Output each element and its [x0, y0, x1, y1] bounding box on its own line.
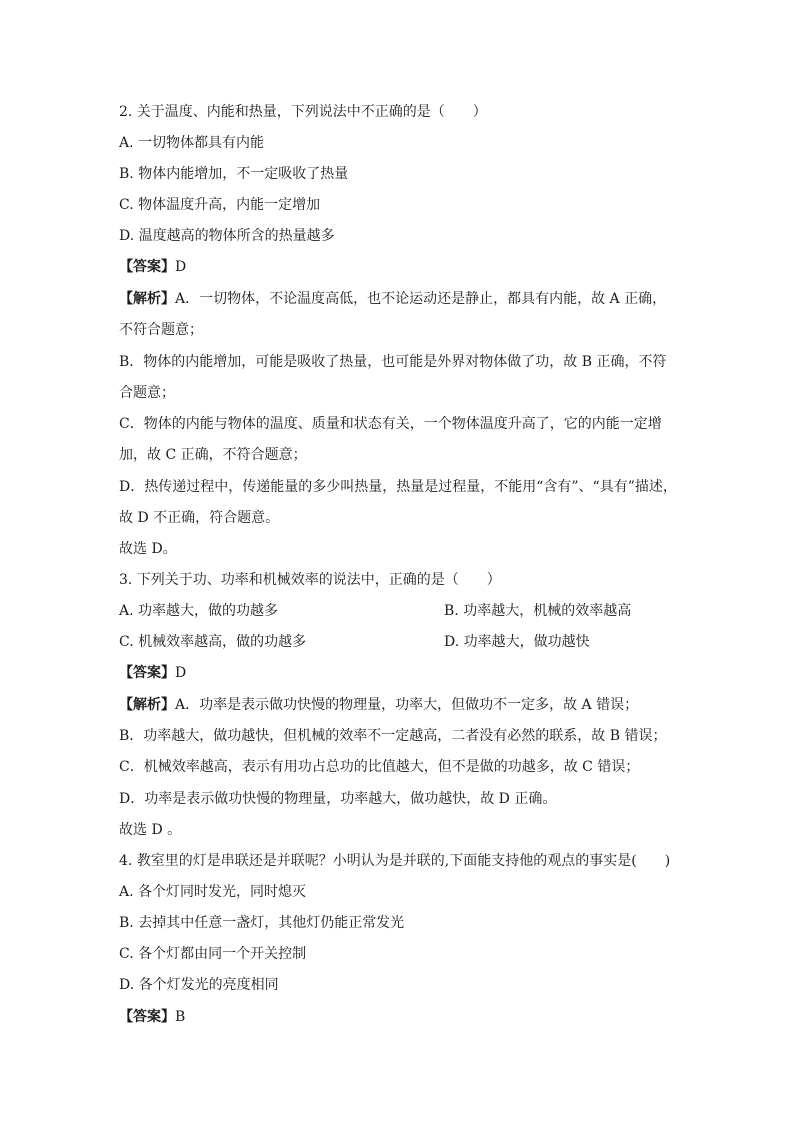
- question-4-stem: 4. 教室里的灯是串联还是并联呢？小明认为是并联的,下面能支持他的观点的事实是( ): [119, 853, 671, 869]
- analysis-tag: 【解析】: [119, 697, 175, 713]
- question-2-analysis-line: 合题意；: [119, 385, 175, 401]
- question-2-analysis-line: [119, 290, 666, 308]
- question-4-option-b: B. 去掉其中任意一盏灯，其他灯仍能正常发光: [119, 915, 405, 931]
- question-4-option-d: D. 各个灯发光的亮度相同: [119, 977, 279, 993]
- question-3-option-b: B. 功率越大，机械的效率越高: [444, 603, 632, 619]
- question-3-stem: 3. 下列关于功、功率和机械效率的说法中，正确的是（ ）: [119, 572, 501, 588]
- answer-tag: 【答案】: [119, 665, 175, 681]
- question-3-answer: [119, 664, 186, 682]
- question-2-analysis-line: 故 D 不正确，符合题意。: [119, 510, 280, 526]
- question-2-option-d: D. 温度越高的物体所含的热量越多: [119, 228, 335, 244]
- question-3-option-a: A. 功率越大，做的功越多: [119, 603, 279, 619]
- question-2-analysis-line: 加，故 C 正确，不符合题意；: [119, 447, 307, 463]
- question-3-option-c: C. 机械效率越高，做的功越多: [119, 634, 307, 650]
- question-3-option-d: D. 功率越大，做功越快: [444, 634, 590, 650]
- question-2-analysis-line: B．物体的内能增加，可能是吸收了热量，也可能是外界对物体做了功，故 B 正确，不符: [119, 354, 667, 370]
- answer-tag: 【答案】: [119, 259, 175, 275]
- question-3-conclusion: 故选 D 。: [119, 822, 182, 838]
- analysis-text: A．功率是表示做功快慢的物理量，功率大，但做功不一定多，故 A 错误；: [175, 697, 639, 713]
- answer-tag: 【答案】: [119, 1009, 175, 1025]
- question-4-answer: [119, 1008, 185, 1026]
- question-3-analysis-line: B．功率越大，做功越快，但机械的效率不一定越高，二者没有必然的联系，故 B 错误；: [119, 728, 667, 744]
- question-2-analysis-line: D．热传递过程中，传递能量的多少叫热量，热量是过程量，不能用“含有”、“具有”描述，: [119, 479, 677, 495]
- question-2-analysis-line: 不符合题意；: [119, 322, 203, 338]
- question-2-option-c: C. 物体温度升高，内能一定增加: [119, 197, 321, 213]
- question-2-answer: [119, 258, 186, 276]
- question-2-conclusion: 故选 D。: [119, 541, 177, 557]
- question-2-option-b: B. 物体内能增加，不一定吸收了热量: [119, 166, 349, 182]
- analysis-text: A．一切物体，不论温度高低，也不论运动还是静止，都具有内能，故 A 正确，: [175, 291, 667, 307]
- question-3-analysis-line: [119, 696, 638, 714]
- answer-value: B: [175, 1009, 186, 1025]
- question-3-analysis-line: C．机械效率越高，表示有用功占总功的比值越大，但不是做的功越多，故 C 错误；: [119, 759, 640, 775]
- question-4-option-c: C. 各个灯都由同一个开关控制: [119, 946, 307, 962]
- answer-value: D: [175, 665, 187, 681]
- question-2-option-a: A. 一切物体都具有内能: [119, 135, 265, 151]
- question-4-option-a: A. 各个灯同时发光，同时熄灭: [119, 884, 307, 900]
- question-2-analysis-line: C．物体的内能与物体的温度、质量和状态有关，一个物体温度升高了，它的内能一定增: [119, 416, 662, 432]
- question-3-analysis-line: D．功率是表示做功快慢的物理量，功率越大，做功越快，故 D 正确。: [119, 791, 557, 807]
- answer-value: D: [175, 259, 187, 275]
- analysis-tag: 【解析】: [119, 291, 175, 307]
- question-2-stem: 2. 关于温度、内能和热量，下列说法中不正确的是（ ）: [119, 104, 487, 120]
